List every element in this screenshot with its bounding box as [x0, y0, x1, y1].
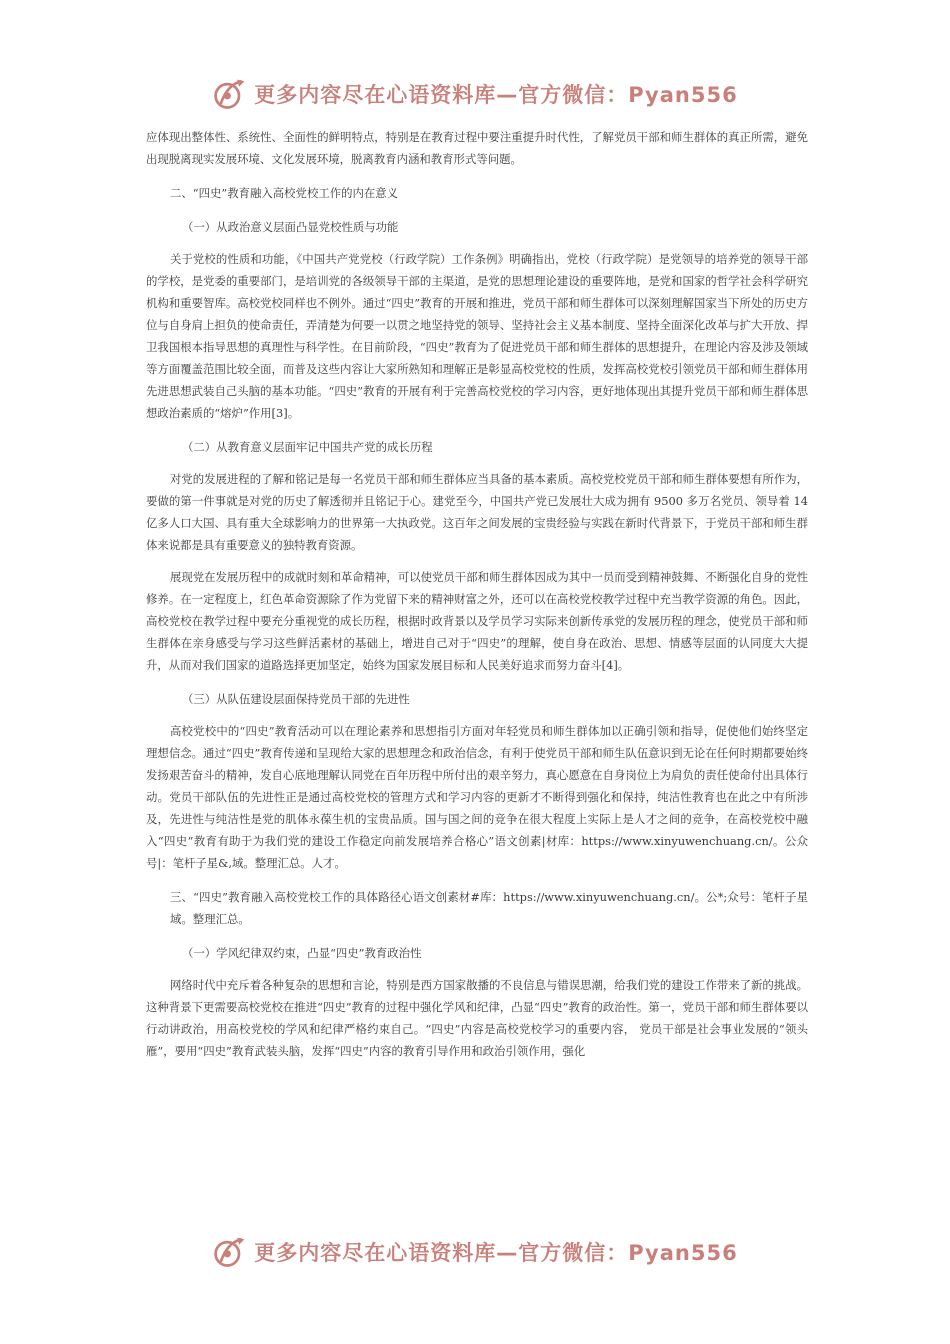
bottom-banner	[0, 1230, 950, 1274]
subsection-heading: （一）学风纪律双约束，凸显“四史”教育政治性	[182, 946, 422, 960]
paragraph: 展现党在发展历程中的成就时刻和革命精神，可以使党员干部和师生群体因成为其中一员而受到精神鼓舞、不断强化自身的党性修养。在一定程度上，红色革命资源除了作为党留下来的精神财富之外，还可以在高校党校教学过程中充当教学资源的角色。因此，高校党校在教学过程中要充分重视党的成长历程，根据时政背景以及学员学习实际来创新传承党的发展历程的理念，使党员干部和师生群体在亲身感受与学习这些鲜活素材的基础上，增进自己对于“四史”的理解，使自身在政治、思想、情感等层面的认同度大大提升，从而对我们国家的道路选择更加坚定，始终为国家发展目标和人民美好追求而努力奋斗[4]。	[146, 570, 808, 672]
subsection-heading: （三）从队伍建设层面保持党员干部的先进性	[182, 692, 410, 706]
subsection-heading: （一）从政治意义层面凸显党校性质与功能	[182, 220, 399, 234]
top-banner	[0, 72, 950, 116]
banner-text: 更多内容尽在心语资料库—官方微信：Pyan556	[254, 83, 738, 107]
subsection-heading: （二）从教育意义层面牢记中国共产党的成长历程	[182, 440, 433, 454]
logo-icon	[212, 76, 248, 112]
section-heading: 二、“四史”教育融入高校党校工作的内在意义	[170, 186, 399, 200]
paragraph: 应体现出整体性、系统性、全面性的鲜明特点，特别是在教育过程中要注重提升时代性，了解党员干部和师生群体的真正所需，避免出现脱离现实发展环境、文化发展环境，脱离教育内涵和教育形式等问题。	[146, 130, 808, 166]
paragraph: 关于党校的性质和功能，《中国共产党党校（行政学院）工作条例》明确指出，党校（行政学院）是党领导的培养党的领导干部的学校，是党委的重要部门，是培训党的各级领导干部的主渠道，是党的思想理论建设的重要阵地，是党和国家的哲学社会科学研究机构和重要智库。高校党校同样也不例外。通过“四史”教育的开展和推进，党员干部和师生群体可以深刻理解国家当下所处的历史方位与自身肩上担负的使命责任，弄清楚为何要一以贯之地坚持党的领导、坚持社会主义基本制度、坚持全面深化改革与扩大开放、捍卫我国根本指导思想的真理性与科学性。在目前阶段，“四史”教育为了促进党员干部和师生群体的思想提升，在理论内容及涉及领域等方面覆盖范围比较全面，而普及这些内容让大家所熟知和理解正是彰显高校党校的性质，发挥高校党校引领党员干部和师生群体用先进思想武装自己头脑的基本功能。“四史”教育的开展有利于完善高校党校的学习内容，更好地体现出其提升党员干部和师生群体思想政治素质的“熔炉”作用[3]。	[146, 252, 808, 420]
paragraph: 高校党校中的“四史”教育活动可以在理论素养和思想指引方面对年轻党员和师生群体加以正确引领和指导，促使他们始终坚定理想信念。通过“四史”教育传递和呈现给大家的思想理念和政治信念，有利于使党员干部和师生队伍意识到无论在任何时期都要始终发扬艰苦奋斗的精神，发自心底地理解认同党在百年历程中所付出的艰辛努力，真心愿意在自身岗位上为肩负的责任使命付出具体行动。党员干部队伍的先进性正是通过高校党校的管理方式和学习内容的更新才不断得到强化和保持，纯洁性教育也在此之中有所涉及，先进性与纯洁性是党的肌体永葆生机的宝贵品质。国与国之间的竞争在很大程度上实际上是人才之间的竞争，在高校党校中融入“四史”教育有助于为我们党的建设工作稳定向前发展培养合格心”语文创素|材库：https://www.xinyuwenchuang.cn/。公众号|：笔杆子星&,域。整理汇总。人才。	[146, 724, 808, 870]
logo-icon	[212, 1234, 248, 1270]
section-heading: 三、“四史”教育融入高校党校工作的具体路径心语文创素材#库：https://www.xinyuwenchuang.cn/。公*;众号：笔杆子星域。整理汇总。	[170, 890, 808, 926]
banner-text: 更多内容尽在心语资料库—官方微信：Pyan556	[254, 1241, 738, 1265]
document-body	[146, 126, 808, 1062]
paragraph: 对党的发展进程的了解和铭记是每一名党员干部和师生群体应当具备的基本素质。高校党校党员干部和师生群体要想有所作为，要做的第一件事就是对党的历史了解透彻并且铭记于心。建党至今，中国共产党已发展壮大成为拥有 9500 多万名党员、领导着 14 亿多人口大国、具有重大全球影响力的世界第一大执政党。这百年之间发展的宝贵经验与实践在新时代背景下，于党员干部和师生群体来说都是具有重要意义的独特教育资源。	[146, 472, 808, 552]
paragraph: 网络时代中充斥着各种复杂的思想和言论，特别是西方国家散播的不良信息与错误思潮，给我们党的建设工作带来了新的挑战。这种背景下更需要高校党校在推进“四史”教育的过程中强化学风和纪律，凸显“四史”教育的政治性。第一，党员干部和师生群体要以行动讲政治，用高校党校的学风和纪律严格约束自己。“四史”内容是高校党校学习的重要内容， 党员干部是社会事业发展的“领头雁”，要用“四史”教育武装头脑，发挥“四史”内容的教育引导作用和政治引领作用，强化	[146, 978, 808, 1058]
